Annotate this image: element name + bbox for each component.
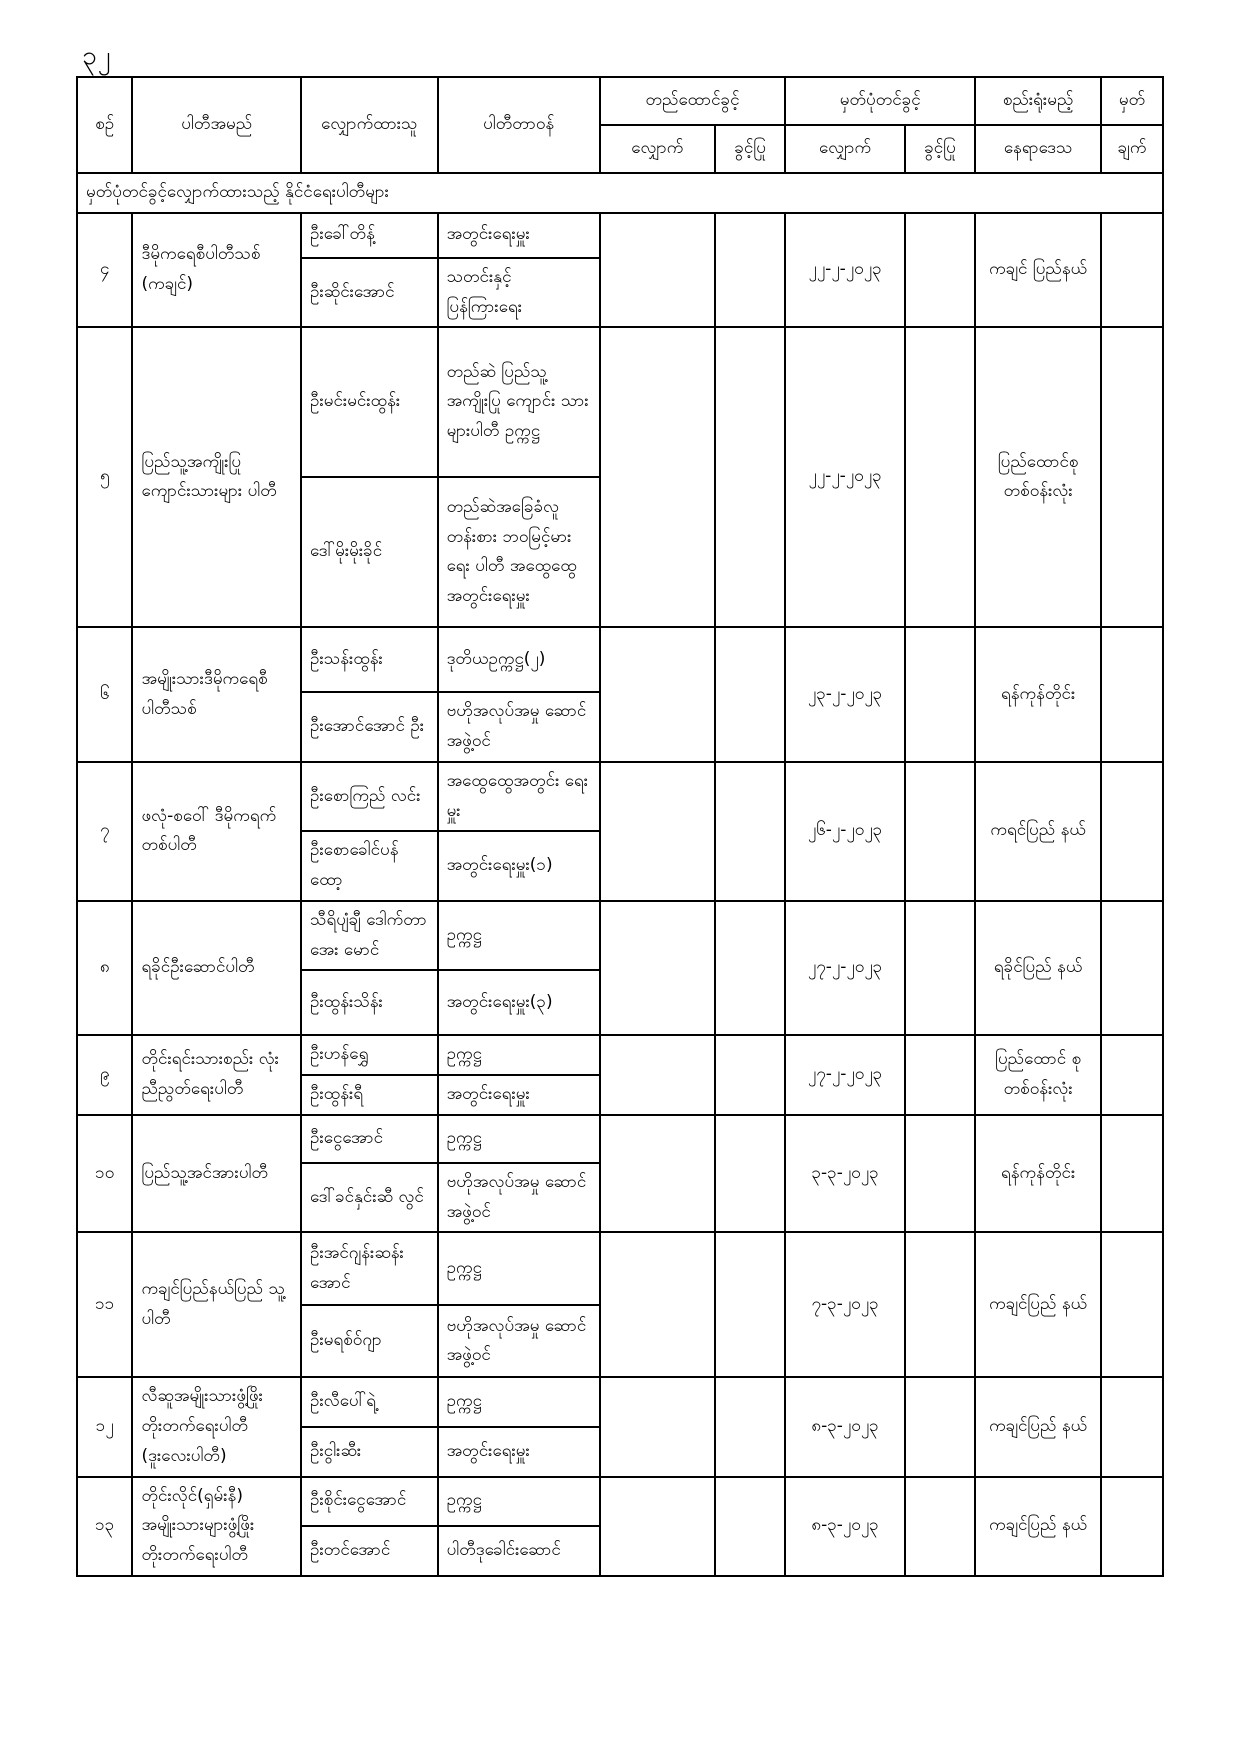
registration-approve-cell — [905, 762, 975, 901]
applicant-name: ဦးဟန်ရွှေ — [301, 1035, 438, 1075]
establish-approve-cell — [715, 1232, 785, 1377]
location: ပြည်ထောင်စု တစ်ဝန်းလုံး — [975, 327, 1101, 627]
establish-apply-cell — [600, 627, 715, 762]
applicant-position: တည်ဆဲ ပြည်သူ့ အကျိုးပြု ကျောင်း သားများပါတီ ဥက္ကဋ္ဌ — [438, 327, 600, 477]
establish-approve-cell — [715, 762, 785, 901]
establish-apply-cell — [600, 1035, 715, 1115]
table-row — [77, 901, 1163, 971]
location: ကရင်ပြည် နယ် — [975, 762, 1101, 901]
page-number: ၃၂ — [82, 41, 112, 71]
party-name: တိုင်းရင်းသားစည်း လုံးညီညွတ်ရေးပါတီ — [132, 1035, 301, 1115]
row-number: ၁၁ — [77, 1232, 132, 1377]
remark-cell — [1101, 901, 1163, 1036]
applicant-name: ဦးမရစ်ဝ်ဂျာ — [301, 1305, 438, 1377]
registration-approve-cell — [905, 627, 975, 762]
row-number: ၁၂ — [77, 1377, 132, 1476]
applicant-name: ဦးငွေအောင် — [301, 1115, 438, 1163]
applicant-name: ဦးစိုင်းငွေအောင် — [301, 1477, 438, 1527]
applicant-position: သတင်းနှင့် ပြန်ကြားရေး — [438, 258, 600, 328]
establish-apply-cell — [600, 762, 715, 901]
applicant-name: ဒေါ်မိုးမိုးခိုင် — [301, 477, 438, 627]
establish-apply-cell — [600, 1115, 715, 1233]
table-row — [77, 762, 1163, 832]
registration-apply-date: ၂၂-၂-၂၀၂၃ — [785, 327, 904, 627]
registration-apply-date: ၂၇-၂-၂၀၂၃ — [785, 901, 904, 1036]
header-registration-permit: မှတ်ပုံတင်ခွင့် — [785, 77, 975, 125]
applicant-position: အတွင်းရေးမှူး(၁) — [438, 831, 600, 901]
applicant-position: ဗဟိုအလုပ်အမှု ဆောင်အဖွဲ့ဝင် — [438, 692, 600, 762]
header-establish-approve: ခွင့်ပြု — [715, 125, 785, 173]
establish-approve-cell — [715, 327, 785, 627]
applicant-position: တည်ဆဲအခြေခံလူ တန်းစား ဘဝမြင့်မားရေး ပါတီ အထွေထွေ အတွင်းရေးမှူး — [438, 477, 600, 627]
registration-apply-date: ၇-၃-၂၀၂၃ — [785, 1232, 904, 1377]
applicant-name: ဦးတင်အောင် — [301, 1526, 438, 1576]
table-row — [77, 1232, 1163, 1305]
applicant-name: ဦးစောခေါင်ပန် ထော့ — [301, 831, 438, 901]
applicant-name: ဦးငွါးဆီး — [301, 1427, 438, 1477]
header-remark-bottom: ချက် — [1101, 125, 1163, 173]
applicant-position: အတွင်းရေးမှူး — [438, 1075, 600, 1115]
registration-apply-date: ၂၂-၂-၂၀၂၃ — [785, 213, 904, 328]
registration-approve-cell — [905, 1035, 975, 1115]
registration-approve-cell — [905, 1115, 975, 1233]
establish-apply-cell — [600, 1377, 715, 1476]
registration-apply-date: ၂၃-၂-၂၀၂၃ — [785, 627, 904, 762]
header-party-name: ပါတီအမည် — [132, 77, 301, 173]
section-title: မှတ်ပုံတင်ခွင့်လျှောက်ထားသည့် နိုင်ငံရေးပါတီများ — [77, 173, 1163, 213]
registration-apply-date: ၈-၃-၂၀၂၃ — [785, 1377, 904, 1476]
party-name: တိုင်းလိုင်(ရှမ်းနီ) အမျိုးသားများဖွံ့ဖြိုး တိုးတက်ရေးပါတီ — [132, 1477, 301, 1576]
location: ကချင် ပြည်နယ် — [975, 213, 1101, 328]
establish-approve-cell — [715, 627, 785, 762]
header-registration-apply: လျှောက် — [785, 125, 904, 173]
registration-approve-cell — [905, 1477, 975, 1576]
establish-apply-cell — [600, 213, 715, 328]
registration-apply-date: ၂၇-၂-၂၀၂၃ — [785, 1035, 904, 1115]
registration-apply-date: ၈-၃-၂၀၂၃ — [785, 1477, 904, 1576]
establish-approve-cell — [715, 1377, 785, 1476]
location: ရခိုင်ပြည် နယ် — [975, 901, 1101, 1036]
remark-cell — [1101, 1035, 1163, 1115]
row-number: ၆ — [77, 627, 132, 762]
location: ကချင်ပြည် နယ် — [975, 1377, 1101, 1476]
applicant-name: ဦးအောင်အောင် ဦး — [301, 692, 438, 762]
establish-apply-cell — [600, 1477, 715, 1576]
table-body — [77, 173, 1163, 1576]
location: ပြည်ထောင် စုတစ်ဝန်းလုံး — [975, 1035, 1101, 1115]
applicant-name: ဦးစောကြည် လင်း — [301, 762, 438, 832]
applicant-name: ဒေါ်ခင်နှင်းဆီ လွင် — [301, 1163, 438, 1233]
establish-approve-cell — [715, 213, 785, 328]
registration-apply-date: ၂၆-၂-၂၀၂၃ — [785, 762, 904, 901]
applicant-name: ဦးမင်းမင်းထွန်း — [301, 327, 438, 477]
table-row — [77, 1377, 1163, 1427]
header-establish-permit: တည်ထောင်ခွင့် — [600, 77, 786, 125]
table-row — [77, 327, 1163, 477]
row-number: ၇ — [77, 762, 132, 901]
applicant-position: ဥက္ကဋ္ဌ — [438, 1035, 600, 1075]
registration-approve-cell — [905, 1377, 975, 1476]
remark-cell — [1101, 762, 1163, 901]
applicant-name: ဦးခေါ်တိန့် — [301, 213, 438, 258]
row-number: ၅ — [77, 327, 132, 627]
applicant-position: ဥက္ကဋ္ဌ — [438, 1477, 600, 1527]
header-establish-apply: လျှောက် — [600, 125, 715, 173]
party-name: အမျိုးသားဒီမိုကရေစီ ပါတီသစ် — [132, 627, 301, 762]
applicant-position: ဒုတိယဥက္ကဋ္ဌ(၂) — [438, 627, 600, 692]
header-no: စဉ် — [77, 77, 132, 173]
applicant-name: ဦးဆိုင်းအောင် — [301, 258, 438, 328]
remark-cell — [1101, 327, 1163, 627]
applicant-position: ဥက္ကဋ္ဌ — [438, 901, 600, 971]
party-name: ကချင်ပြည်နယ်ပြည် သူ့ပါတီ — [132, 1232, 301, 1377]
header-party-position: ပါတီတာဝန် — [438, 77, 600, 173]
applicant-name: ဦးအင်ဂျန်းဆန်း အောင် — [301, 1232, 438, 1305]
table-row — [77, 1035, 1163, 1075]
applicant-name: ဦးထွန်းရီ — [301, 1075, 438, 1115]
location: ရန်ကုန်တိုင်း — [975, 1115, 1101, 1233]
registration-table — [76, 76, 1164, 1577]
establish-apply-cell — [600, 901, 715, 1036]
table-row — [77, 1477, 1163, 1527]
establish-approve-cell — [715, 901, 785, 1036]
table-row — [77, 627, 1163, 692]
header-location-bottom: နေရာဒေသ — [975, 125, 1101, 173]
header-registration-approve: ခွင့်ပြု — [905, 125, 975, 173]
applicant-position: အတွင်းရေးမှူး — [438, 1427, 600, 1477]
applicant-position: အတွင်းရေးမှူး — [438, 213, 600, 258]
applicant-position: အတွင်းရေးမှူး(၃) — [438, 970, 600, 1035]
remark-cell — [1101, 627, 1163, 762]
header-remark-top: မှတ် — [1101, 77, 1163, 125]
applicant-position: ဥက္ကဋ္ဌ — [438, 1115, 600, 1163]
establish-approve-cell — [715, 1477, 785, 1576]
remark-cell — [1101, 1377, 1163, 1476]
location: ကချင်ပြည် နယ် — [975, 1477, 1101, 1576]
remark-cell — [1101, 1232, 1163, 1377]
table-row — [77, 1115, 1163, 1163]
party-name: ဒီမိုကရေစီပါတီသစ် (ကချင်) — [132, 213, 301, 328]
applicant-position: ဗဟိုအလုပ်အမှု ဆောင်အဖွဲ့ဝင် — [438, 1305, 600, 1377]
applicant-name: ဦးလီပေါ်ရဲ့ — [301, 1377, 438, 1427]
header-location-top: စည်းရုံးမည့် — [975, 77, 1101, 125]
applicant-position: ပါတီဒုခေါင်းဆောင် — [438, 1526, 600, 1576]
establish-apply-cell — [600, 327, 715, 627]
applicant-position: ဥက္ကဋ္ဌ — [438, 1232, 600, 1305]
registration-apply-date: ၃-၃-၂၀၂၃ — [785, 1115, 904, 1233]
registration-approve-cell — [905, 327, 975, 627]
row-number: ၁၀ — [77, 1115, 132, 1233]
party-name: ရခိုင်ဦးဆောင်ပါတီ — [132, 901, 301, 1036]
party-name: ပြည်သူ့အကျိုးပြု ကျောင်းသားများ ပါတီ — [132, 327, 301, 627]
applicant-name: ဦးထွန်းသိန်း — [301, 970, 438, 1035]
row-number: ၄ — [77, 213, 132, 328]
registration-approve-cell — [905, 1232, 975, 1377]
registration-approve-cell — [905, 213, 975, 328]
row-number: ၁၃ — [77, 1477, 132, 1576]
applicant-position: ဥက္ကဋ္ဌ — [438, 1377, 600, 1427]
party-name: ပြည်သူ့အင်အားပါတီ — [132, 1115, 301, 1233]
remark-cell — [1101, 1477, 1163, 1576]
remark-cell — [1101, 213, 1163, 328]
location: ကချင်ပြည် နယ် — [975, 1232, 1101, 1377]
establish-approve-cell — [715, 1035, 785, 1115]
party-name: လီဆူအမျိုးသားဖွံ့ဖြိုး တိုးတက်ရေးပါတီ (ဒူးလေးပါတီ) — [132, 1377, 301, 1476]
applicant-name: ဦးသန်းထွန်း — [301, 627, 438, 692]
applicant-position: ဗဟိုအလုပ်အမှု ဆောင်အဖွဲ့ဝင် — [438, 1163, 600, 1233]
table-row — [77, 213, 1163, 258]
applicant-position: အထွေထွေအတွင်း ရေးမှူး — [438, 762, 600, 832]
establish-approve-cell — [715, 1115, 785, 1233]
row-number: ၈ — [77, 901, 132, 1036]
applicant-name: သီရိပျံချီ ဒေါက်တာအေး မောင် — [301, 901, 438, 971]
row-number: ၉ — [77, 1035, 132, 1115]
location: ရန်ကုန်တိုင်း — [975, 627, 1101, 762]
remark-cell — [1101, 1115, 1163, 1233]
establish-apply-cell — [600, 1232, 715, 1377]
header-applicant: လျှောက်ထားသူ — [301, 77, 438, 173]
party-name: ဖလုံ-စဝေါ် ဒီမိုကရက်တစ်ပါတီ — [132, 762, 301, 901]
registration-approve-cell — [905, 901, 975, 1036]
